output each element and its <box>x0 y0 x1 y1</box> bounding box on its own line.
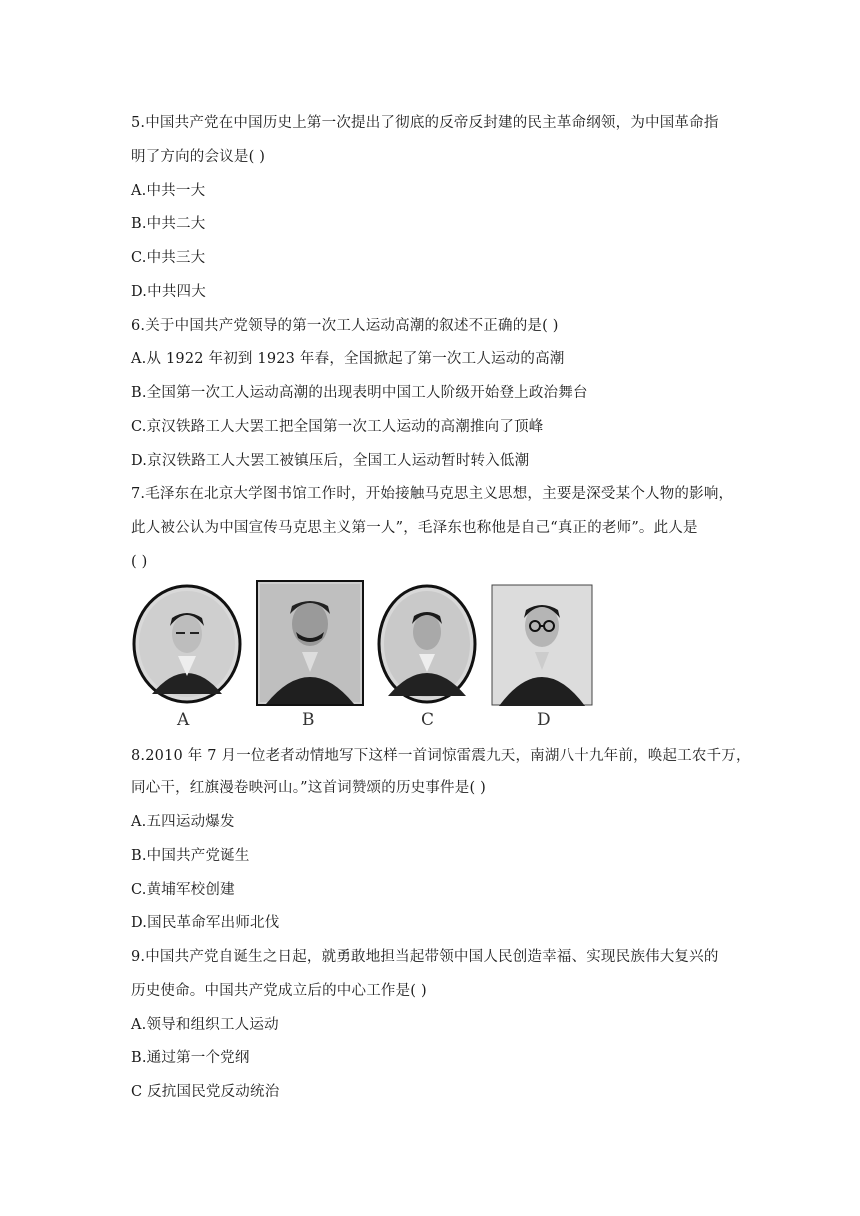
portrait-a <box>130 582 248 710</box>
q8-option-d: D.国民革命军出师北伐 <box>131 915 280 931</box>
portrait-b <box>256 580 364 710</box>
q8-option-a: A.五四运动爆发 <box>131 814 235 830</box>
q5-option-a: A.中共一大 <box>131 183 206 199</box>
portrait-c-label: C <box>421 710 435 730</box>
q9-option-b: B.通过第一个党纲 <box>131 1050 250 1066</box>
q7-stem-line2: 此人被公认为中国宣传马克思主义第一人”，毛泽东也称他是自己“真正的老师”。此人是 <box>131 520 698 536</box>
q7-stem-line3: ( ) <box>131 554 148 570</box>
portrait-d <box>491 584 593 710</box>
q7-stem-line1: 7.毛泽东在北京大学图书馆工作时，开始接触马克思主义思想，主要是深受某个人物的影响， <box>131 486 734 502</box>
portrait-d-label: D <box>537 710 551 730</box>
q6-stem-line1: 6.关于中国共产党领导的第一次工人运动高潮的叙述不正确的是( ) <box>131 318 559 334</box>
q8-stem-line2: 同心干，红旗漫卷映河山。”这首词赞颂的历史事件是( ) <box>131 780 486 796</box>
q9-option-c: C 反抗国民党反动统治 <box>131 1084 280 1100</box>
portrait-c-image <box>376 582 478 706</box>
q5-option-b: B.中共二大 <box>131 216 206 232</box>
q8-option-b: B.中国共产党诞生 <box>131 848 250 864</box>
q9-stem-line2: 历史使命。中国共产党成立后的中心工作是( ) <box>131 983 427 999</box>
q5-option-c: C.中共三大 <box>131 250 206 266</box>
q6-option-a: A.从 1922 年初到 1923 年春，全国掀起了第一次工人运动的高潮 <box>131 351 565 367</box>
portrait-d-image <box>491 584 593 706</box>
q9-option-a: A.领导和组织工人运动 <box>131 1017 279 1033</box>
portrait-b-label: B <box>302 710 315 730</box>
portrait-c <box>376 582 478 710</box>
q5-stem-line1: 5.中国共产党在中国历史上第一次提出了彻底的反帝反封建的民主革命纲领，为中国革命指 <box>131 115 719 131</box>
q8-option-c: C.黄埔军校创建 <box>131 882 235 898</box>
q5-option-d: D.中共四大 <box>131 284 206 300</box>
q7-portrait-options <box>130 580 593 734</box>
q8-stem-line1: 8.2010 年 7 月一位老者动情地写下这样一首词惊雷震九天，南湖八十九年前，唤起工农千万， <box>131 748 751 764</box>
q6-option-c: C.京汉铁路工人大罢工把全国第一次工人运动的高潮推向了顶峰 <box>131 419 544 435</box>
q6-option-b: B.全国第一次工人运动高潮的出现表明中国工人阶级开始登上政治舞台 <box>131 385 588 401</box>
q6-option-d: D.京汉铁路工人大罢工被镇压后，全国工人运动暂时转入低潮 <box>131 453 530 469</box>
q5-stem-line2: 明了方向的会议是( ) <box>131 149 266 165</box>
q9-stem-line1: 9.中国共产党自诞生之日起，就勇敢地担当起带领中国人民创造幸福、实现民族伟大复兴的 <box>131 949 719 965</box>
portrait-a-label: A <box>177 710 190 730</box>
portrait-a-image <box>130 582 248 706</box>
portrait-b-image <box>256 580 364 706</box>
